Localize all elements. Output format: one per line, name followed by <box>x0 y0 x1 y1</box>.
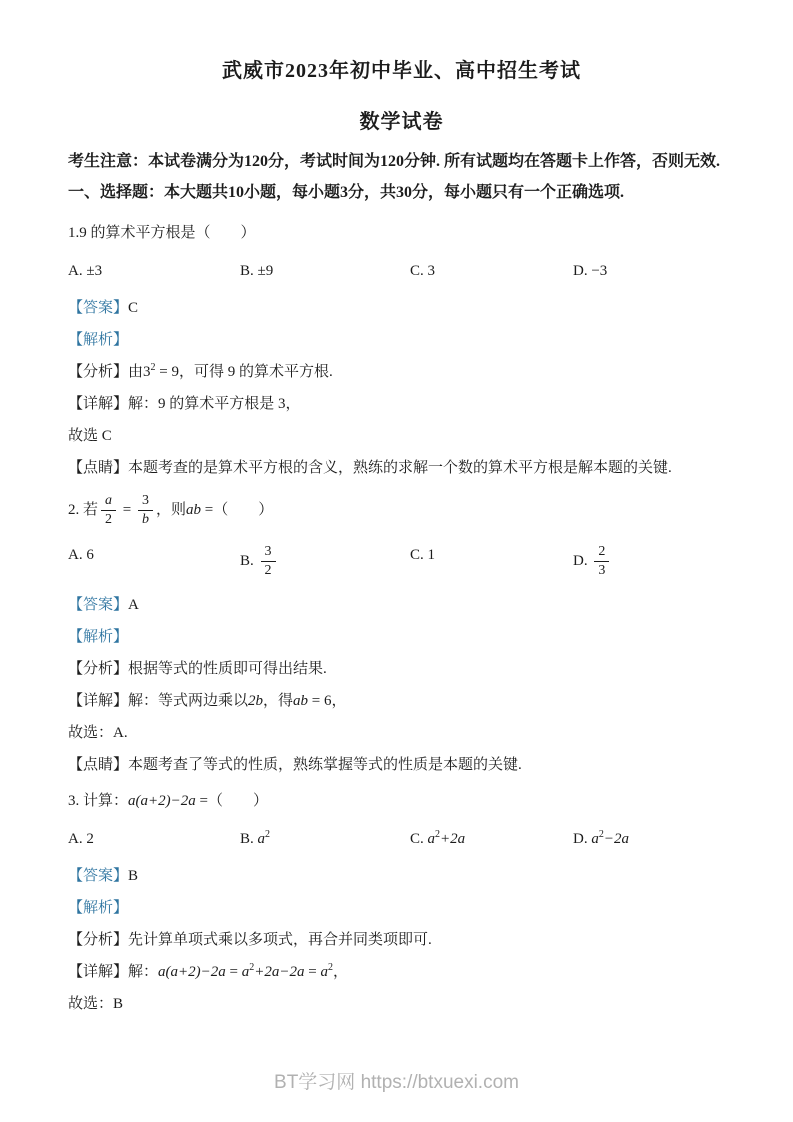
questions-list <box>68 222 735 1015</box>
explanation-lines <box>68 362 735 479</box>
candidate-notice: 考生注意：本试卷满分为120分，考试时间为120分钟. 所有试题均在答题卡上作答，否则无效. <box>68 153 721 170</box>
option-b: B. ±9 <box>240 263 274 279</box>
explanation-line: 故选：B <box>68 996 124 1013</box>
option-b: B. $\frac{3}{2}$ <box>240 544 410 579</box>
option-a: A. ±3 <box>68 263 103 279</box>
explanation-lines <box>68 930 735 1015</box>
option-a: A. 6 <box>68 547 94 564</box>
document-subtitle: 数学试卷 <box>359 111 444 133</box>
option-c: C. $a^2+2a$ <box>410 829 466 848</box>
answer-line: 【答案】A <box>68 597 139 614</box>
explanation-line: 【分析】先计算单项式乘以多项式，再合并同类项即可. <box>68 932 432 949</box>
option-b: B. $a^2$ <box>240 829 271 848</box>
question-stem: 1.9 的算术平方根是（ ） <box>68 225 256 241</box>
answer-line: 【答案】C <box>68 300 139 316</box>
explanation-line: 【详解】解：等式两边乘以2b，得ab = 6， <box>68 693 347 710</box>
explanation-line: 【点睛】本题考查了等式的性质，熟练掌握等式的性质是本题的关键. <box>68 757 522 774</box>
question-block <box>68 790 735 1015</box>
option-d: D. −3 <box>573 263 608 279</box>
option-a: A. 2 <box>68 831 94 848</box>
explanation-line: 【分析】根据等式的性质即可得出结果. <box>68 661 327 678</box>
question-stem: 3. 计算：a(a+2)−2a =（ ） <box>68 793 268 810</box>
explanation-line: 【详解】解：$a(a+2)-2a = a^2+2a-2a = a^2$， <box>68 962 348 981</box>
answer-line: 【答案】B <box>68 868 139 885</box>
options-row <box>68 828 735 850</box>
analysis-heading-line: 【解析】 <box>68 332 129 348</box>
fraction: $\frac{3}{b}$ <box>138 493 153 528</box>
option-d: D. $\frac{2}{3}$ <box>573 544 735 579</box>
analysis-heading-line: 【解析】 <box>68 900 129 917</box>
option-c: C. 1 <box>410 547 436 564</box>
fraction: $\frac{3}{2}$ <box>261 544 276 579</box>
option-c: C. 3 <box>410 263 436 279</box>
fraction: $\frac{a}{2}$ <box>101 493 116 528</box>
analysis-heading-line: 【解析】 <box>68 629 129 646</box>
explanation-lines <box>68 659 735 776</box>
explanation-line: 故选：A. <box>68 725 128 742</box>
document-title: 武威市2023年初中毕业、高中招生考试 <box>222 60 581 82</box>
explanation-line: 故选 C <box>68 428 112 444</box>
question-block <box>68 493 735 776</box>
option-d: D. $a^2-2a$ <box>573 829 629 848</box>
explanation-line: 【分析】由$3^2 = 9$，可得 9 的算术平方根. <box>68 362 333 380</box>
options-row <box>68 544 735 579</box>
footer-watermark: BT学习网 https://btxuexi.com <box>274 1072 519 1093</box>
question-stem: 2. 若 $\frac{a}{2}$ = $\frac{3}{b}$ ，则ab =（ ） <box>68 493 274 528</box>
options-row <box>68 260 735 282</box>
explanation-line: 【点睛】本题考查的是算术平方根的含义，熟练的求解一个数的算术平方根是解本题的关键. <box>68 460 672 476</box>
question-block <box>68 222 735 479</box>
fraction: $\frac{2}{3}$ <box>594 544 609 579</box>
section-one-header: 一、选择题：本大题共10小题，每小题3分，共30分，每小题只有一个正确选项. <box>68 184 625 201</box>
explanation-line: 【详解】解：9 的算术平方根是 3， <box>68 396 301 412</box>
